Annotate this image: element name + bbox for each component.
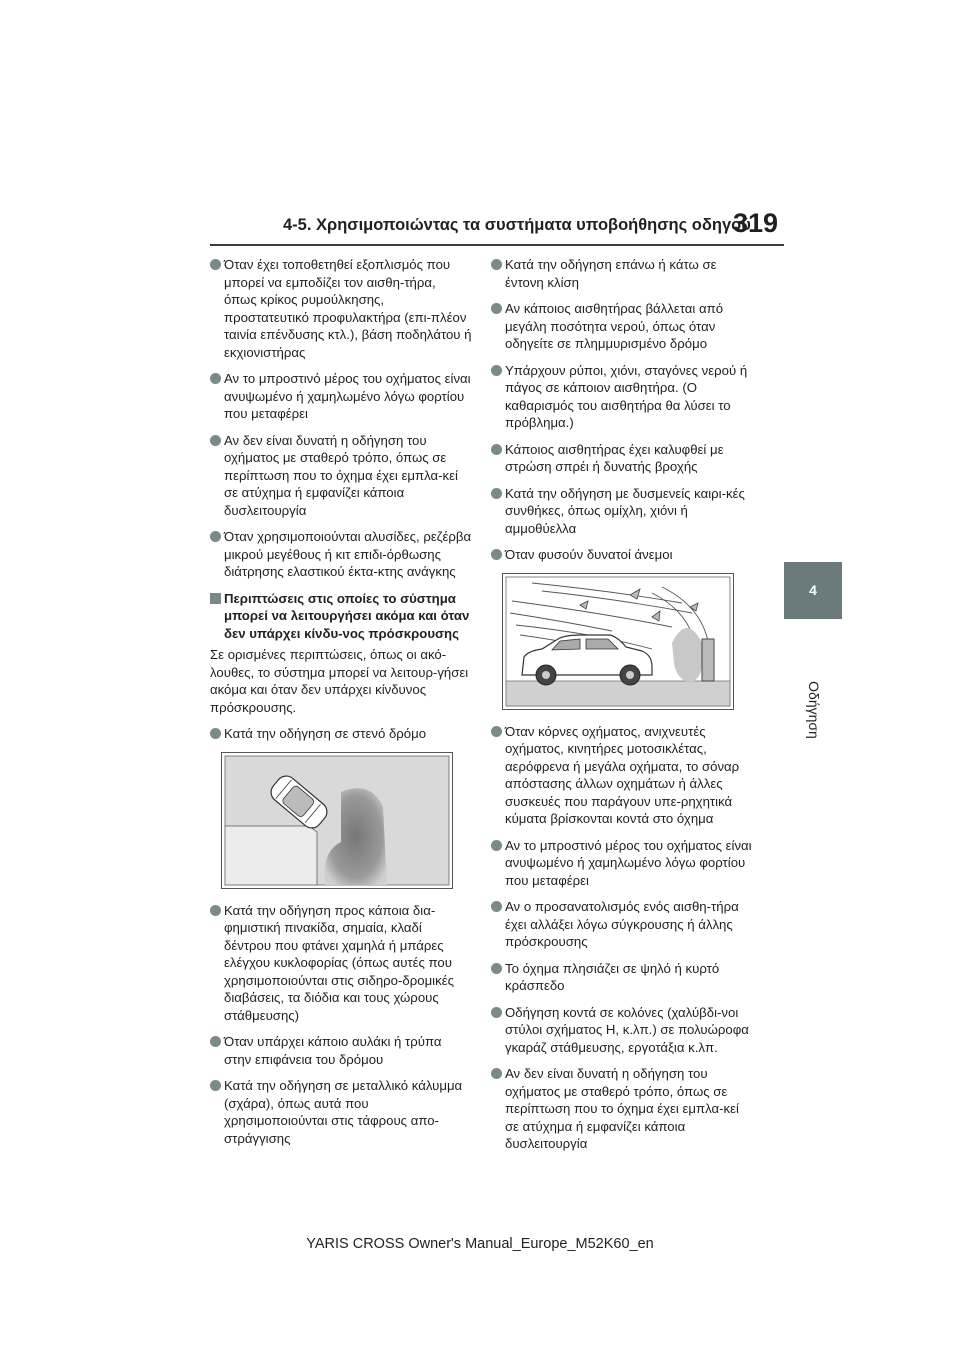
- list-item: Κατά την οδήγηση σε στενό δρόμο: [210, 725, 472, 743]
- bullet-icon: [210, 1036, 221, 1047]
- bullet-icon: [491, 303, 502, 314]
- strong-wind-svg: [502, 573, 734, 710]
- chapter-label: Οδήγηση: [806, 681, 822, 739]
- list-item: Όταν χρησιμοποιούνται αλυσίδες, ρεζέρβα μικρού μεγέθους ή κιτ επιδι-όρθωσης διάτρησης ελαστικού έκτα-κτης ανάγκης: [210, 528, 472, 581]
- list-item: Το όχημα πλησιάζει σε ψηλό ή κυρτό κράσπεδο: [491, 960, 753, 995]
- section-title: 4-5. Χρησιμοποιώντας τα συστήματα υποβοήθησης οδηγού: [283, 216, 751, 234]
- list-item: Αν δεν είναι δυνατή η οδήγηση του οχήματος με σταθερό τρόπο, όπως σε περίπτωση που το όχημα έχει εμπλα-κεί σε ατύχημα ή εμφανίζει κάποια δυσλειτουργία: [210, 432, 472, 520]
- list-item: Όταν φυσούν δυνατοί άνεμοι: [491, 546, 753, 564]
- list-item: Αν το μπροστινό μέρος του οχήματος είναι ανυψωμένο ή χαμηλωμένο λόγω φορτίου που μεταφέρει: [210, 370, 472, 423]
- list-item: Αν το μπροστινό μέρος του οχήματος είναι ανυψωμένο ή χαμηλωμένο λόγω φορτίου που μεταφέρει: [491, 837, 753, 890]
- narrow-road-svg: [221, 752, 453, 889]
- list-item: Κατά την οδήγηση επάνω ή κάτω σε έντονη κλίση: [491, 256, 753, 291]
- list-item: Κατά την οδήγηση με δυσμενείς καιρι-κές συνθήκες, όπως ομίχλη, χιόνι ή αμμοθύελλα: [491, 485, 753, 538]
- wall-icon: [702, 639, 714, 681]
- bullet-icon: [491, 1007, 502, 1018]
- list-item: Κατά την οδήγηση σε μεταλλικό κάλυμμα (σχάρα), όπως αυτά που χρησιμοποιούνται στις τάφρους απο-στράγγισης: [210, 1077, 472, 1147]
- bullet-icon: [491, 901, 502, 912]
- list-item: Κάποιος αισθητήρας έχει καλυφθεί με στρώση σπρέι ή δυνατής βροχής: [491, 441, 753, 476]
- bullet-icon: [491, 840, 502, 851]
- chapter-tab[interactable]: 4: [784, 562, 842, 619]
- bullet-icon: [491, 365, 502, 376]
- page-number: 319: [733, 208, 779, 238]
- list-item: Όταν έχει τοποθετηθεί εξοπλισμός που μπορεί να εμποδίζει τον αισθη-τήρα, όπως κρίκος ρυμούλκησης, προστατευτικό προφυλακτήρα (επι-πλέον ταινία επένδυσης κτλ.), βάση ποδηλάτου ή εκχιονιστήρας: [210, 256, 472, 361]
- list-item: Όταν υπάρχει κάποιο αυλάκι ή τρύπα στην επιφάνεια του δρόμου: [210, 1033, 472, 1068]
- list-item: Υπάρχουν ρύποι, χιόνι, σταγόνες νερού ή πάγος σε κάποιον αισθητήρα. (Ο καθαρισμός του αισθητήρα θα λύσει το πρόβλημα.): [491, 362, 753, 432]
- bullet-icon: [491, 963, 502, 974]
- list-item: Αν δεν είναι δυνατή η οδήγηση του οχήματος με σταθερό τρόπο, όπως σε περίπτωση που το όχημα έχει εμπλα-κεί σε ατύχημα ή εμφανίζει κάποια δυσλειτουργία: [491, 1065, 753, 1153]
- list-item: Αν κάποιος αισθητήρας βάλλεται από μεγάλη ποσότητα νερού, όπως όταν οδηγείτε σε πλημμυρισμένο δρόμο: [491, 300, 753, 353]
- left-column: [210, 256, 472, 1156]
- bullet-icon: [491, 259, 502, 270]
- bullet-icon: [210, 728, 221, 739]
- list-item: Οδήγηση κοντά σε κολόνες (χαλύβδι-νοι στύλοι σχήματος H, κ.λπ.) σε πολυώροφα γκαράζ στάθμευσης, εργοτάξια κ.λπ.: [491, 1004, 753, 1057]
- narrow-road-illustration: [221, 752, 453, 889]
- bullet-icon: [210, 259, 221, 270]
- header-rule: [210, 244, 784, 246]
- bullet-icon: [210, 373, 221, 384]
- bullet-icon: [491, 444, 502, 455]
- subsection-heading: Περιπτώσεις στις οποίες το σύστημα μπορεί να λειτουργήσει ακόμα και όταν δεν υπάρχει κίνδυ-νος πρόσκρουσης: [210, 590, 472, 643]
- bullet-icon: [491, 726, 502, 737]
- list-item: Κατά την οδήγηση προς κάποια δια-φημιστική πινακίδα, σημαία, κλαδί δέντρου που φτάνει χαμηλά ή μπάρες ελέγχου κυκλοφορίας (όπως αυτές που χρησιμοποιούνται στις σιδηρο-δρομικές διαβάσεις, τα διόδια και τους χώρους στάθμευσης): [210, 902, 472, 1025]
- bullet-icon: [491, 549, 502, 560]
- list-item: Αν ο προσανατολισμός ενός αισθη-τήρα έχει αλλάξει λόγω σύγκρουσης ή άλλης πρόσκρουσης: [491, 898, 753, 951]
- bullet-icon: [491, 488, 502, 499]
- chapter-label-box: [790, 680, 838, 740]
- bullet-icon: [210, 1080, 221, 1091]
- bullet-icon: [210, 435, 221, 446]
- footer: YARIS CROSS Owner's Manual_Europe_M52K60_en: [306, 1236, 654, 1252]
- bullet-icon: [210, 531, 221, 542]
- bullet-icon: [491, 1068, 502, 1079]
- right-column: [491, 256, 753, 1162]
- square-bullet-icon: [210, 593, 221, 604]
- bullet-icon: [210, 905, 221, 916]
- list-item: Όταν κόρνες οχήματος, ανιχνευτές οχήματος, κινητήρες μοτοσικλέτας, αερόφρενα ή μεγάλα οχήματα, το σόναρ απόστασης άλλων οχημάτων ή άλλες συσκευές που παράγουν υπε-ρηχητικά κύματα βρίσκονται κοντά στο όχημα: [491, 723, 753, 828]
- strong-wind-illustration: [502, 573, 734, 710]
- intro-paragraph: Σε ορισμένες περιπτώσεις, όπως οι ακό-λουθες, το σύστημα μπορεί να λειτουρ-γήσει ακόμα και όταν δεν υπάρχει κίνδυνος πρόσκρουσης.: [210, 647, 469, 715]
